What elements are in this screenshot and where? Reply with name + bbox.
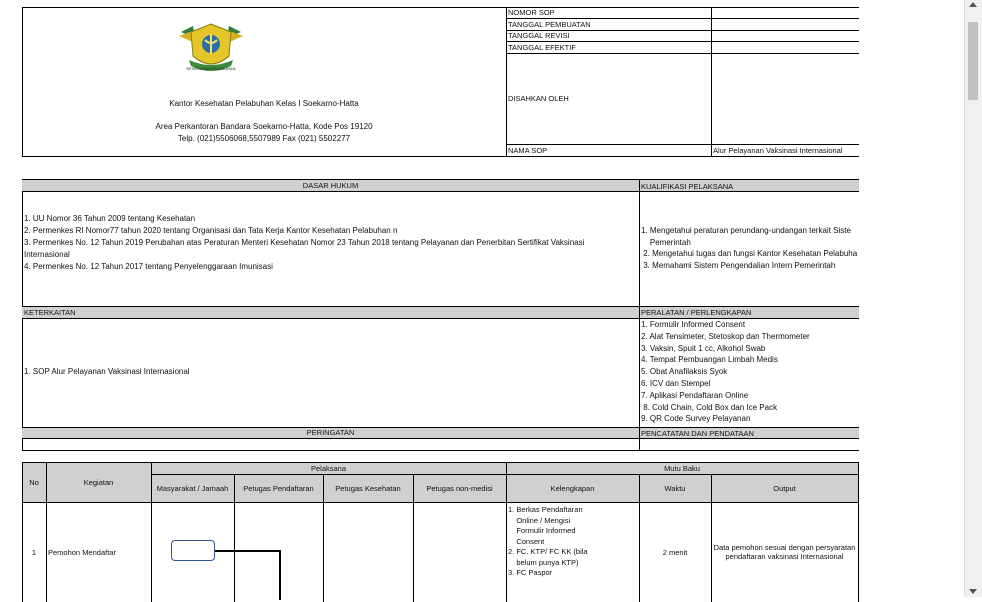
label-disahkan-oleh: DISAHKAN OLEH (508, 94, 569, 103)
list-item: 2. Permenkes RI Nomor77 tahun 2020 tentang Organisasi dan Tata Kerja Kantor Kesehatan Pelabuhan n (24, 226, 398, 235)
row-output: Data pemohon sesuai dengan persyaratan pendaftaran vaksinasi Internasional (713, 543, 856, 561)
dasar-hukum-title: DASAR HUKUM (302, 181, 359, 190)
col-kegiatan: Kegiatan (83, 477, 114, 487)
list-item: 3. Memahami Sistem Pengendalian Intern Pemerintah (641, 260, 836, 270)
logo-ribbon (183, 66, 239, 76)
label-tanggal-efektif: TANGGAL EFEKTIF (508, 43, 576, 52)
list-item: 3. Permenkes No. 12 Tahun 2019 Perubahan atas Peraturan Menteri Kesehatan Nomor 23 Tahun 2018 tentang Pelayanan dan Penerbitan Sertifikat Vaksinasi (24, 238, 585, 247)
list-item: 7. Aplikasi Pendaftaran Online (641, 390, 749, 400)
nama-sop-value: Alur Pelayanan Vaksinasi Internasional (713, 146, 843, 155)
office-phone: Telp. (021)5506068,5507989 Fax (021) 5502277 (177, 134, 351, 143)
list-item: 2. Alat Tensimeter, Stetoskop dan Thermometer (641, 331, 810, 341)
col-petugas-pendaftaran: Petugas Pendaftaran (243, 483, 314, 493)
flow-connector-v (279, 550, 281, 600)
pencatatan-title: PENCATATAN DAN PENDATAAN (641, 429, 754, 438)
col-petugas-kesehatan: Petugas Kesehatan (335, 483, 401, 493)
list-item: 6. ICV dan Stempel (641, 378, 711, 388)
row-waktu: 2 menit (662, 547, 688, 557)
list-item: 9. QR Code Survey Pelayanan (641, 414, 751, 424)
kualifikasi-title: KUALIFIKASI PELAKSANA (641, 182, 734, 191)
list-item: belum punya KTP) (508, 557, 579, 567)
list-item: 2. FC. KTP/ FC KK (bila (508, 547, 588, 556)
label-tanggal-pembuatan: TANGGAL PEMBUATAN (508, 20, 591, 29)
list-item: 4. Tempat Pembuangan Limbah Medis (641, 355, 778, 365)
list-item: Internasional (24, 250, 70, 259)
label-tanggal-revisi: TANGGAL REVISI (508, 31, 570, 40)
vertical-scrollbar[interactable] (964, 0, 982, 597)
peralatan-list (641, 320, 859, 426)
list-item: 1. Berkas Pendaftaran (508, 505, 583, 514)
label-nama-sop: NAMA SOP (508, 146, 548, 155)
flow-connector-h (215, 550, 280, 552)
peralatan-title: PERALATAN / PERLENGKAPAN (641, 308, 752, 317)
group-mutu-baku: Mutu Baku (664, 463, 700, 473)
scroll-down-icon[interactable] (969, 589, 977, 594)
scrollbar-thumb[interactable] (968, 22, 978, 100)
office-name: Kantor Kesehatan Pelabuhan Kelas I Soekarno-Hatta (169, 99, 359, 108)
list-item: 3. Vaksin, Spuit 1 cc, Alkohol Swab (641, 343, 766, 353)
list-item: Pemerintah (641, 237, 691, 247)
list-item: 3. FC Paspor (508, 568, 553, 577)
keterkaitan-item: 1. SOP Alur Pelayanan Vaksinasi Internasional (24, 367, 190, 376)
list-item: 1. Formulir Informed Consent (641, 320, 746, 329)
col-masyarakat: Masyarakat / Jamaah (156, 483, 229, 493)
list-item: Consent (508, 536, 545, 546)
flow-start-shape (171, 540, 215, 561)
group-pelaksana: Pelaksana (310, 463, 347, 473)
kualifikasi-list (641, 226, 859, 272)
col-output: Output (773, 483, 796, 493)
row-kelengkapan (508, 505, 638, 579)
list-item: Formulir Informed (508, 526, 576, 535)
list-item: 4. Permenkes No. 12 Tahun 2017 tentang Penyelenggaraan Imunisasi (24, 262, 273, 271)
list-item: 8. Cold Chain, Cold Box dan Ice Pack (641, 402, 778, 412)
office-address: Area Perkantoran Bandara Soekarno-Hatta, Kode Pos 19120 (155, 122, 373, 131)
list-item: 2. Mengetahui tugas dan fungsi Kantor Kesehatan Pelabuha (641, 249, 858, 258)
col-petugas-nonmedis: Petugas non-medisi (426, 483, 493, 493)
list-item: Online / Mengisi (508, 515, 571, 525)
keterkaitan-title: KETERKAITAN (24, 308, 76, 317)
col-waktu: Waktu (664, 483, 686, 493)
scroll-up-icon[interactable] (969, 2, 977, 7)
row-no: 1 (31, 547, 37, 557)
col-kelengkapan: Kelengkapan (550, 483, 595, 493)
list-item: 1. Mengetahui peraturan perundang-undangan terkait Siste (641, 226, 851, 235)
list-item: 5. Obat Anafilaksis Syok (641, 367, 728, 377)
label-nomor-sop: NOMOR SOP (508, 8, 555, 17)
logo-text: KESEHATAN PELABUHAN (186, 66, 236, 71)
dasar-hukum-list (24, 214, 636, 274)
row-kegiatan: Pemohon Mendaftar (48, 548, 116, 557)
list-item: 1. UU Nomor 36 Tahun 2009 tentang Kesehatan (24, 214, 196, 223)
col-no: No (29, 477, 39, 487)
peringatan-title: PERINGATAN (306, 428, 355, 437)
